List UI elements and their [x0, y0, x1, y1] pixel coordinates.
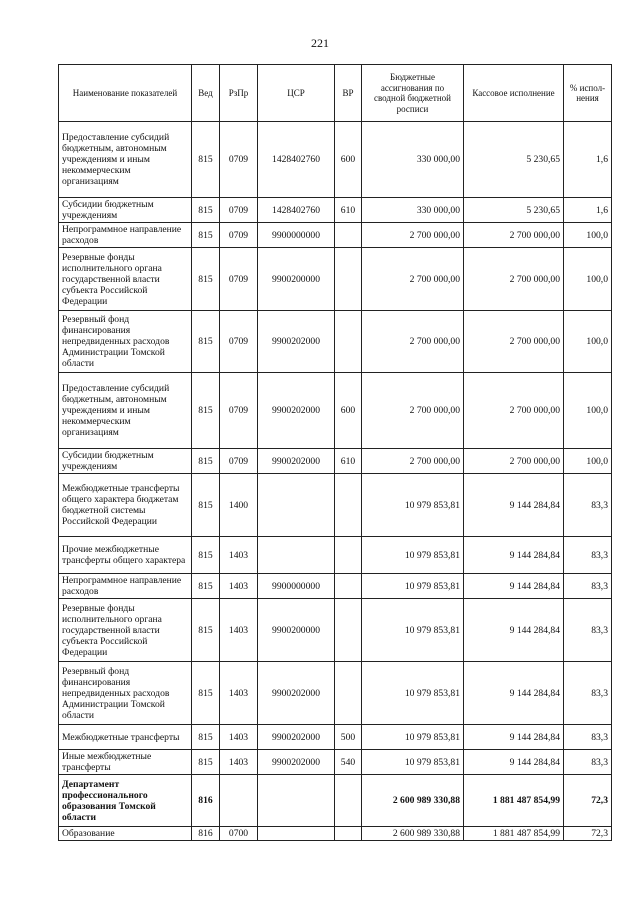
header-vr: ВР [335, 65, 362, 122]
cell-ved: 815 [192, 574, 220, 599]
cell-ved: 816 [192, 775, 220, 827]
cell-budget: 2 700 000,00 [362, 373, 464, 449]
cell-ved: 815 [192, 725, 220, 750]
cell-cash: 9 144 284,84 [464, 750, 564, 775]
cell-budget: 330 000,00 [362, 122, 464, 198]
header-ved: Вед [192, 65, 220, 122]
table-row [59, 373, 612, 449]
cell-name: Предоставление субсидий бюджетным, автономным учреждениям и иным некоммерческим организациям [59, 122, 192, 198]
cell-rzpr: 1403 [220, 750, 258, 775]
cell-cash: 2 700 000,00 [464, 373, 564, 449]
cell-name: Предоставление субсидий бюджетным, автономным учреждениям и иным некоммерческим организациям [59, 373, 192, 449]
table-header-row [59, 65, 612, 122]
cell-cash: 9 144 284,84 [464, 725, 564, 750]
cell-budget: 10 979 853,81 [362, 750, 464, 775]
cell-vr [335, 537, 362, 574]
cell-budget: 10 979 853,81 [362, 725, 464, 750]
cell-vr [335, 223, 362, 248]
cell-pct: 1,6 [564, 198, 612, 223]
table-row [59, 537, 612, 574]
cell-name: Резервный фонд финансирования непредвиденных расходов Администрации Томской области [59, 662, 192, 725]
cell-rzpr: 0709 [220, 311, 258, 373]
cell-vr: 600 [335, 373, 362, 449]
cell-ved: 815 [192, 449, 220, 474]
cell-pct: 83,3 [564, 750, 612, 775]
header-budget: Бюджетные ассигнования по сводной бюджетной росписи [362, 65, 464, 122]
cell-pct: 83,3 [564, 662, 612, 725]
cell-pct: 1,6 [564, 122, 612, 198]
cell-budget: 2 700 000,00 [362, 248, 464, 311]
cell-budget: 2 600 989 330,88 [362, 775, 464, 827]
cell-pct: 72,3 [564, 827, 612, 841]
cell-budget: 2 600 989 330,88 [362, 827, 464, 841]
cell-pct: 83,3 [564, 725, 612, 750]
cell-vr [335, 574, 362, 599]
cell-rzpr: 1400 [220, 474, 258, 537]
cell-pct: 83,3 [564, 574, 612, 599]
table-row [59, 248, 612, 311]
cell-cash: 9 144 284,84 [464, 537, 564, 574]
header-csr: ЦСР [258, 65, 335, 122]
cell-ved: 815 [192, 122, 220, 198]
budget-execution-table [58, 64, 612, 841]
cell-cash: 9 144 284,84 [464, 574, 564, 599]
cell-rzpr: 0709 [220, 223, 258, 248]
cell-csr [258, 827, 335, 841]
cell-cash: 5 230,65 [464, 198, 564, 223]
cell-pct: 100,0 [564, 373, 612, 449]
cell-pct: 100,0 [564, 223, 612, 248]
cell-csr: 9900202000 [258, 373, 335, 449]
cell-name: Межбюджетные трансферты [59, 725, 192, 750]
cell-rzpr: 0709 [220, 122, 258, 198]
cell-name: Субсидии бюджетным учреждениям [59, 198, 192, 223]
cell-vr [335, 248, 362, 311]
cell-csr: 9900200000 [258, 248, 335, 311]
header-rzpr: РзПр [220, 65, 258, 122]
cell-vr [335, 474, 362, 537]
cell-name: Резервный фонд финансирования непредвиденных расходов Администрации Томской области [59, 311, 192, 373]
cell-name: Резервные фонды исполнительного органа государственной власти субъекта Российской Федерации [59, 248, 192, 311]
cell-budget: 10 979 853,81 [362, 537, 464, 574]
cell-cash: 1 881 487 854,99 [464, 827, 564, 841]
cell-ved: 815 [192, 662, 220, 725]
table-row [59, 474, 612, 537]
cell-rzpr: 1403 [220, 662, 258, 725]
cell-pct: 72,3 [564, 775, 612, 827]
cell-ved: 815 [192, 373, 220, 449]
cell-csr: 9900202000 [258, 662, 335, 725]
cell-name: Прочие межбюджетные трансферты общего характера [59, 537, 192, 574]
cell-rzpr: 1403 [220, 574, 258, 599]
cell-name: Департамент профессионального образования Томской области [59, 775, 192, 827]
cell-budget: 10 979 853,81 [362, 662, 464, 725]
cell-rzpr: 1403 [220, 725, 258, 750]
cell-rzpr: 0709 [220, 449, 258, 474]
cell-cash: 2 700 000,00 [464, 223, 564, 248]
cell-budget: 10 979 853,81 [362, 474, 464, 537]
table-row [59, 662, 612, 725]
cell-csr: 1428402760 [258, 122, 335, 198]
table-row [59, 775, 612, 827]
cell-vr [335, 827, 362, 841]
cell-csr [258, 537, 335, 574]
table-row [59, 449, 612, 474]
table-row [59, 725, 612, 750]
cell-name: Иные межбюджетные трансферты [59, 750, 192, 775]
cell-name: Субсидии бюджетным учреждениям [59, 449, 192, 474]
cell-rzpr: 0709 [220, 373, 258, 449]
cell-ved: 815 [192, 750, 220, 775]
cell-name: Непрограммное направление расходов [59, 574, 192, 599]
cell-rzpr [220, 775, 258, 827]
table-body [59, 122, 612, 841]
cell-pct: 83,3 [564, 599, 612, 662]
cell-rzpr: 0700 [220, 827, 258, 841]
cell-name: Межбюджетные трансферты общего характера бюджетам бюджетной системы Российской Федерации [59, 474, 192, 537]
cell-cash: 2 700 000,00 [464, 248, 564, 311]
table-row [59, 599, 612, 662]
cell-rzpr: 0709 [220, 248, 258, 311]
table-row [59, 223, 612, 248]
table-row [59, 198, 612, 223]
table-row [59, 750, 612, 775]
cell-csr: 9900202000 [258, 725, 335, 750]
cell-cash: 9 144 284,84 [464, 599, 564, 662]
cell-cash: 5 230,65 [464, 122, 564, 198]
cell-ved: 815 [192, 198, 220, 223]
header-cash: Кассовое исполнение [464, 65, 564, 122]
cell-csr: 9900000000 [258, 223, 335, 248]
cell-vr: 600 [335, 122, 362, 198]
page-number: 221 [311, 36, 329, 50]
cell-pct: 100,0 [564, 311, 612, 373]
cell-budget: 330 000,00 [362, 198, 464, 223]
cell-vr [335, 662, 362, 725]
cell-csr: 9900200000 [258, 599, 335, 662]
cell-rzpr: 1403 [220, 537, 258, 574]
cell-csr: 1428402760 [258, 198, 335, 223]
header-name: Наименование показателей [59, 65, 192, 122]
cell-ved: 815 [192, 474, 220, 537]
header-pct: % испол-нения [564, 65, 612, 122]
cell-pct: 83,3 [564, 537, 612, 574]
cell-ved: 816 [192, 827, 220, 841]
cell-rzpr: 1403 [220, 599, 258, 662]
cell-budget: 2 700 000,00 [362, 223, 464, 248]
cell-vr: 610 [335, 449, 362, 474]
cell-cash: 1 881 487 854,99 [464, 775, 564, 827]
cell-vr [335, 311, 362, 373]
cell-name: Резервные фонды исполнительного органа государственной власти субъекта Российской Федерации [59, 599, 192, 662]
cell-csr: 9900202000 [258, 449, 335, 474]
cell-pct: 100,0 [564, 248, 612, 311]
cell-rzpr: 0709 [220, 198, 258, 223]
cell-ved: 815 [192, 537, 220, 574]
cell-cash: 2 700 000,00 [464, 449, 564, 474]
cell-vr: 610 [335, 198, 362, 223]
cell-pct: 100,0 [564, 449, 612, 474]
cell-vr: 540 [335, 750, 362, 775]
cell-budget: 10 979 853,81 [362, 574, 464, 599]
cell-budget: 2 700 000,00 [362, 311, 464, 373]
table-row [59, 122, 612, 198]
cell-cash: 9 144 284,84 [464, 474, 564, 537]
table-row [59, 827, 612, 841]
cell-csr [258, 775, 335, 827]
cell-name: Образование [59, 827, 192, 841]
cell-ved: 815 [192, 311, 220, 373]
cell-ved: 815 [192, 599, 220, 662]
cell-csr [258, 474, 335, 537]
cell-vr: 500 [335, 725, 362, 750]
cell-csr: 9900202000 [258, 750, 335, 775]
cell-vr [335, 775, 362, 827]
cell-budget: 2 700 000,00 [362, 449, 464, 474]
cell-csr: 9900000000 [258, 574, 335, 599]
cell-ved: 815 [192, 248, 220, 311]
cell-name: Непрограммное направление расходов [59, 223, 192, 248]
cell-ved: 815 [192, 223, 220, 248]
table-row [59, 311, 612, 373]
cell-cash: 2 700 000,00 [464, 311, 564, 373]
cell-vr [335, 599, 362, 662]
cell-budget: 10 979 853,81 [362, 599, 464, 662]
cell-pct: 83,3 [564, 474, 612, 537]
cell-cash: 9 144 284,84 [464, 662, 564, 725]
cell-csr: 9900202000 [258, 311, 335, 373]
table-row [59, 574, 612, 599]
